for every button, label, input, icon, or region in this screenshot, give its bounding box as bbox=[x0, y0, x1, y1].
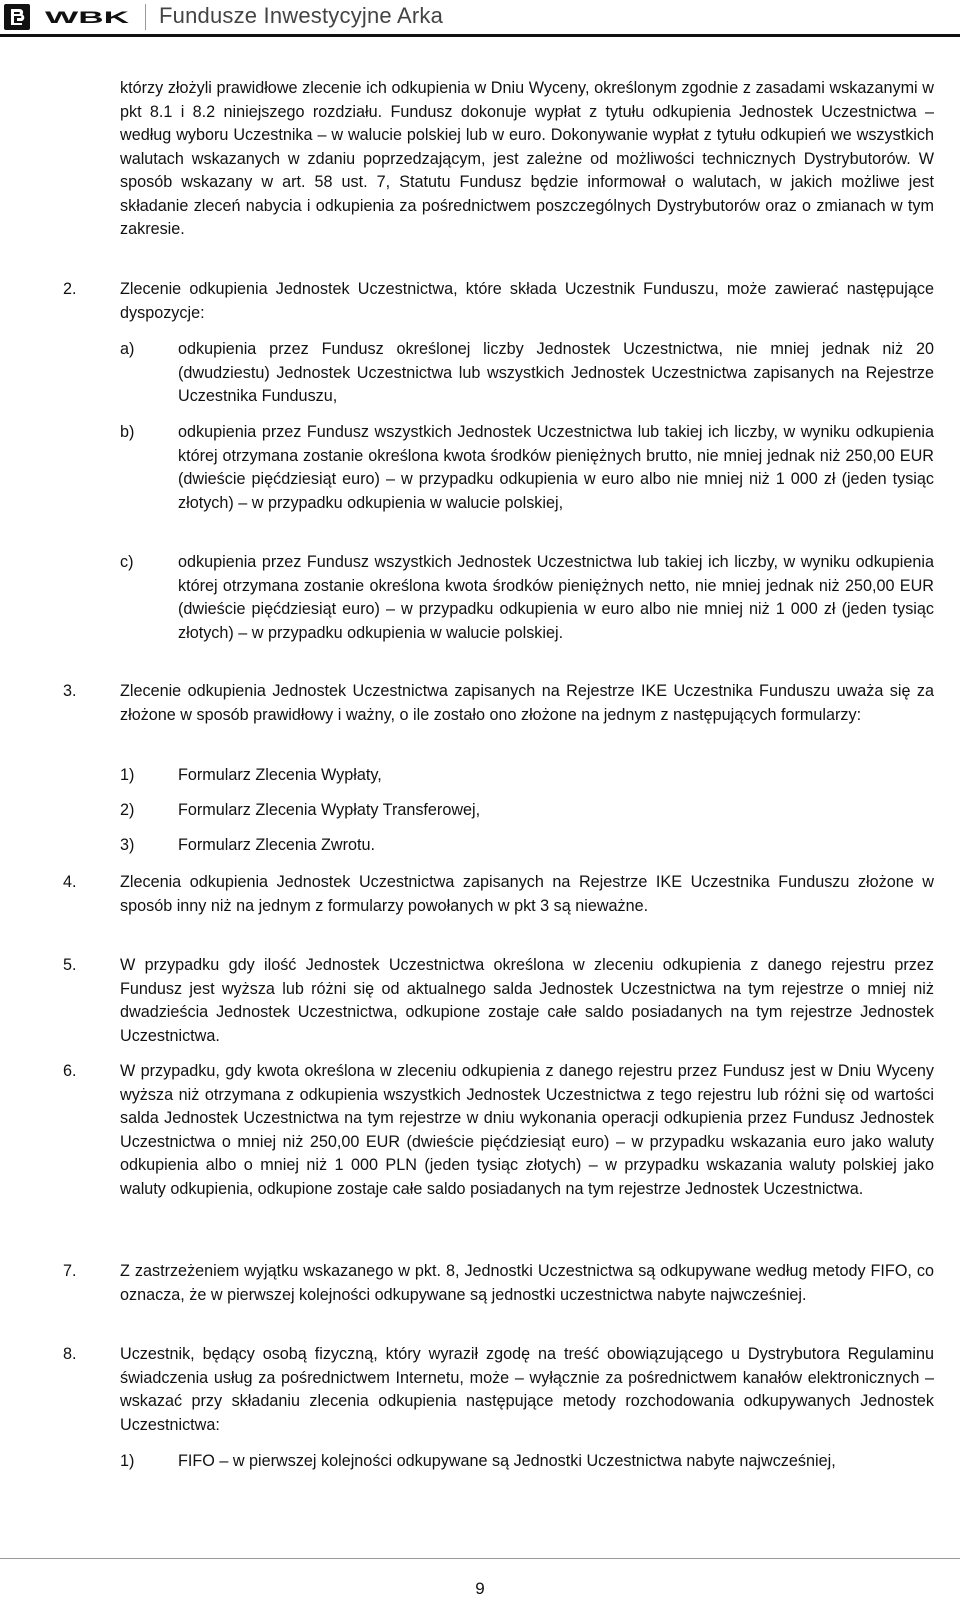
list-item: Zlecenia odkupienia Jednostek Uczestnictwa zapisanych na Rejestrze IKE Uczestnika Funduszu złożone w sposób inny niż na jednym z formularzy powołanych w pkt 3 są nieważne. bbox=[120, 873, 934, 915]
item-number: 2. bbox=[63, 280, 77, 298]
bank-logo-icon bbox=[4, 4, 30, 30]
list-item: W przypadku, gdy kwota określona w zleceniu odkupienia z danego rejestru przez Fundusz jest w Dniu Wyceny wyższa niż otrzymana z odkupienia wszystkich Jednostek Uczestnictwa z tego rejestru lub różni się od wartości salda Jednostek Uczestnictwa na tym rejestrze w dniu wykonania operacji odkupienia przez Fundusz Jednostek Uczestnictwa o mniej niż 250,00 EUR (dwieście pięćdziesiąt euro) – w przypadku wskazania euro jako waluty odkupienia albo o mniej niż 1 000 PLN (jeden tysiąc złotych) – w przypadku wskazania waluty polskiej jako waluty odkupienia, odkupione zostaje całe saldo posiadanych na tym rejestrze Jednostek Uczestnictwa. bbox=[120, 1062, 934, 1198]
subitem-letter: b) bbox=[120, 423, 135, 441]
item-number: 8. bbox=[63, 1345, 77, 1363]
intro-paragraph: którzy złożyli prawidłowe zlecenie ich odkupienia w Dniu Wyceny, określonym zgodnie z zasadami wskazanymi w pkt 8.1 i 8.2 niniejszego rozdziału. Fundusz dokonuje wypłat z tytułu odkupienia Jednostek Uczestnictwa – według wyboru Uczestnika – w walucie polskiej lub w euro. Dokonywanie wypłat z tytułu odkupień we wszystkich walutach wskazanych w zdaniu poprzedzającym, jest zależne od możliwości technicznych Dystrybutorów. W sposób wskazany w art. 58 ust. 7, Statutu Fundusz będzie informował o walutach, w jakich możliwe jest składanie zleceń nabycia i odkupienia za pośrednictwem poszczególnych Dystrybutorów oraz o zmianach w tym zakresie. bbox=[120, 79, 934, 238]
wbk-logo-icon bbox=[44, 9, 130, 25]
header-separator bbox=[145, 4, 146, 30]
footer-rule bbox=[0, 1558, 960, 1559]
subitem-number: 1) bbox=[120, 1452, 135, 1470]
list-item: W przypadku gdy ilość Jednostek Uczestnictwa określona w zleceniu odkupienia z danego rejestru przez Fundusz jest wyższa lub różni się od aktualnego salda Jednostek Uczestnictwa na tym rejestrze o mniej niż dwadzieścia Jednostek Uczestnictwa, odkupione zostaje całe saldo posiadanych na tym rejestrze Jednostek Uczestnictwa. bbox=[120, 956, 934, 1045]
subitem-number: 3) bbox=[120, 836, 135, 854]
item-number: 7. bbox=[63, 1262, 77, 1280]
list-item: Formularz Zlecenia Wypłaty Transferowej, bbox=[178, 801, 481, 819]
page-header bbox=[0, 0, 960, 34]
item-number: 4. bbox=[63, 873, 77, 891]
list-item: Z zastrzeżeniem wyjątku wskazanego w pkt. 8, Jednostki Uczestnictwa są odkupywane według metody FIFO, co oznacza, że w pierwszej kolejności odkupywane są jednostki uczestnictwa nabyte najwcześniej. bbox=[120, 1262, 934, 1304]
list-item: odkupienia przez Fundusz wszystkich Jednostek Uczestnictwa lub takiej ich liczby, w wyniku odkupienia której otrzymana zostanie określona kwota środków pieniężnych brutto, nie mniej jednak niż 250,00 EUR (dwieście pięćdziesiąt euro) – w przypadku odkupienia w euro albo nie mniej niż 1 000 zł (jeden tysiąc złotych) – w przypadku odkupienia w walucie polskiej, bbox=[178, 423, 934, 512]
page-number: 9 bbox=[475, 1579, 485, 1598]
item-number: 5. bbox=[63, 956, 77, 974]
list-item: Uczestnik, będący osobą fizyczną, który wyraził zgodę na treść obowiązującego u Dystrybutora Regulaminu świadczenia usług za pośrednictwem Internetu, może – wyłącznie za pośrednictwem kanałów elektronicznych – wskazać przy składaniu zlecenia odkupienia następujące metody rozchodowania odkupywanych Jednostek Uczestnictwa: bbox=[120, 1345, 934, 1434]
subitem-letter: c) bbox=[120, 553, 134, 571]
list-item: Zlecenie odkupienia Jednostek Uczestnictwa zapisanych na Rejestrze IKE Uczestnika Funduszu uważa się za złożone w sposób prawidłowy i ważny, o ile zostało ono złożone na jednym z następujących formularzy: bbox=[120, 682, 934, 724]
header-rule bbox=[0, 34, 960, 37]
list-item: odkupienia przez Fundusz określonej liczby Jednostek Uczestnictwa, nie mniej jednak niż 20 (dwudziestu) Jednostek Uczestnictwa lub wszystkich Jednostek Uczestnictwa zapisanych na Rejestrze Uczestnika Funduszu, bbox=[178, 340, 934, 405]
item-number: 3. bbox=[63, 682, 77, 700]
list-item: odkupienia przez Fundusz wszystkich Jednostek Uczestnictwa lub takiej ich liczby, w wyniku odkupienia której otrzymana zostanie określona kwota środków pieniężnych netto, nie mniej jednak niż 250,00 EUR (dwieście pięćdziesiąt euro) – w przypadku odkupienia w euro albo nie mniej niż 1 000 zł (jeden tysiąc złotych) – w przypadku odkupienia w walucie polskiej. bbox=[178, 553, 934, 642]
subitem-letter: a) bbox=[120, 340, 135, 358]
list-item: Formularz Zlecenia Wypłaty, bbox=[178, 766, 382, 784]
item-number: 6. bbox=[63, 1062, 77, 1080]
subitem-number: 1) bbox=[120, 766, 135, 784]
list-item: Zlecenie odkupienia Jednostek Uczestnictwa, które składa Uczestnik Funduszu, może zawierać następujące dyspozycje: bbox=[120, 280, 934, 322]
list-item: FIFO – w pierwszej kolejności odkupywane są Jednostki Uczestnictwa nabyte najwcześniej, bbox=[178, 1452, 836, 1470]
svg-text:WBK: WBK bbox=[45, 9, 130, 25]
header-title: Fundusze Inwestycyjne Arka bbox=[159, 3, 444, 28]
list-item: Formularz Zlecenia Zwrotu. bbox=[178, 836, 376, 854]
subitem-number: 2) bbox=[120, 801, 135, 819]
